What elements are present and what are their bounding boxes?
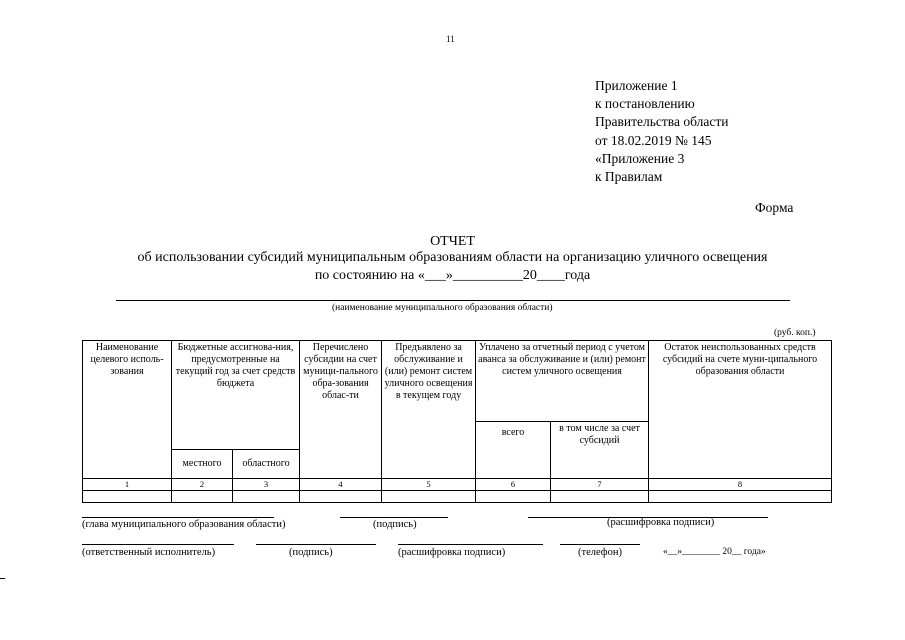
currency-note: (руб. коп.)	[774, 328, 816, 338]
executor-name-line	[82, 544, 234, 545]
page-number: 11	[446, 34, 455, 44]
form-label: Форма	[755, 200, 794, 215]
table-cell	[382, 491, 476, 503]
column-number: 1	[83, 479, 172, 491]
header-local: местного	[172, 450, 233, 479]
appendix-line: Правительства области	[595, 114, 729, 130]
report-subtitle: об использовании субсидий муниципальным образованиям области на организацию уличного освещения	[137, 250, 768, 265]
head-name-line	[82, 517, 274, 518]
executor-date: «__»________ 20__ года»	[663, 547, 766, 557]
header-budget-allocations: Бюджетные ассигнова-ния, предусмотренные на текущий год за счет средств бюджета	[172, 341, 300, 450]
executor-sign-line	[256, 544, 376, 545]
head-sign-line	[340, 517, 448, 518]
head-decode-caption: (расшифровка подписи)	[607, 517, 715, 528]
executor-phone-line	[560, 544, 640, 545]
table-cell	[551, 491, 649, 503]
municipality-line	[116, 300, 790, 301]
table-cell	[300, 491, 382, 503]
table-row	[83, 491, 832, 503]
header-transferred: Перечислено субсидии на счет муници-пального обра-зования облас-ти	[300, 341, 382, 479]
executor-decode-caption: (расшифровка подписи)	[398, 547, 506, 558]
municipality-caption: (наименование муниципального образования области)	[332, 303, 553, 313]
executor-phone-caption: (телефон)	[578, 547, 622, 558]
column-number: 6	[476, 479, 551, 491]
table-cell	[233, 491, 300, 503]
report-table	[82, 340, 832, 503]
appendix-line: к постановлению	[595, 96, 695, 112]
header-remaining: Остаток неиспользованных средств субсидий на счете муни-ципального образования области	[649, 341, 832, 479]
table-cell	[649, 491, 832, 503]
header-purpose: Наименование целевого исполь-зования	[83, 341, 172, 479]
appendix-block	[595, 77, 728, 186]
margin-mark	[0, 578, 5, 579]
head-sign-caption: (подпись)	[373, 519, 417, 530]
executor-sign-caption: (подпись)	[289, 547, 333, 558]
header-paid-group: Уплачено за отчетный период с учетом аванса за обслуживание и (или) ремонт систем уличного освещения	[476, 341, 649, 422]
header-regional: областного	[233, 450, 300, 479]
executor-label: (ответственный исполнитель)	[82, 547, 216, 558]
report-date-line: по состоянию на «___»__________20____года	[314, 268, 591, 283]
table-cell	[476, 491, 551, 503]
head-label: (глава муниципального образования области)	[82, 519, 286, 530]
report-title: ОТЧЕТ	[430, 234, 475, 249]
appendix-line: к Правилам	[595, 169, 663, 185]
appendix-line: Приложение 1	[595, 78, 678, 93]
column-number: 7	[551, 479, 649, 491]
header-presented: Предъявлено за обслуживание и (или) ремонт систем уличного освещения в текущем году	[382, 341, 476, 479]
header-paid-total: всего	[476, 422, 551, 479]
header-paid-subsidy: в том числе за счет субсидий	[551, 422, 649, 479]
column-number: 4	[300, 479, 382, 491]
appendix-line: от 18.02.2019 № 145	[595, 132, 712, 148]
appendix-line: «Приложение 3	[595, 150, 685, 166]
column-number: 2	[172, 479, 233, 491]
table-cell	[172, 491, 233, 503]
column-number: 5	[382, 479, 476, 491]
table-cell	[83, 491, 172, 503]
column-number: 3	[233, 479, 300, 491]
column-number: 8	[649, 479, 832, 491]
executor-decode-line	[398, 544, 543, 545]
